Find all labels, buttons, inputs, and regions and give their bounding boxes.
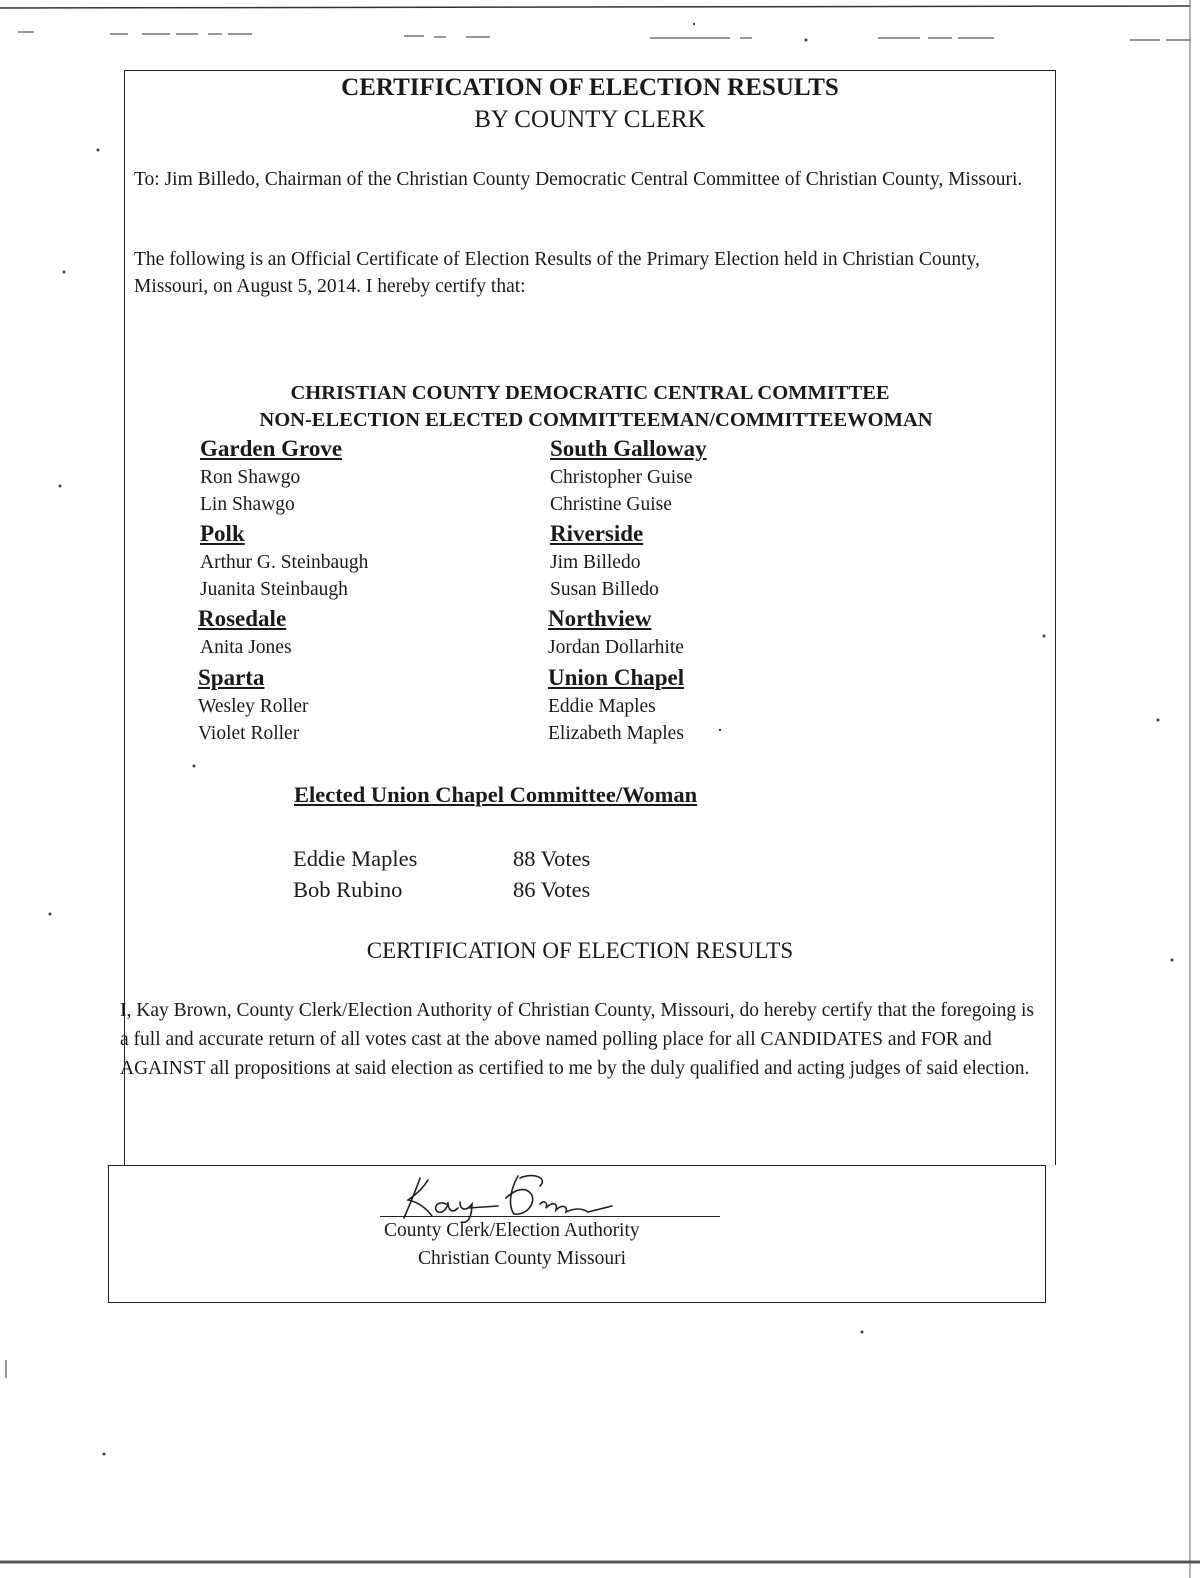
result-candidate-name: Bob Rubino xyxy=(293,877,403,902)
document-title: CERTIFICATION OF ELECTION RESULTS xyxy=(341,74,839,101)
ward-heading: Sparta xyxy=(198,665,265,690)
ward-member: Christine Guise xyxy=(550,494,672,515)
ward-heading: Garden Grove xyxy=(200,436,343,461)
committee-subheading: NON-ELECTION ELECTED COMMITTEEMAN/COMMITTEEWOMAN xyxy=(259,409,933,431)
signature-line xyxy=(380,1216,720,1217)
ward-heading: South Galloway xyxy=(550,436,707,461)
committee-heading: CHRISTIAN COUNTY DEMOCRATIC CENTRAL COMMITTEE xyxy=(290,382,890,404)
ward-member: Violet Roller xyxy=(198,723,300,744)
ward-member: Elizabeth Maples xyxy=(548,723,684,744)
ward-heading: Riverside xyxy=(550,521,644,546)
signer-title: County Clerk/Election Authority xyxy=(384,1220,640,1241)
signer-county: Christian County Missouri xyxy=(418,1248,627,1269)
ward-member: Wesley Roller xyxy=(198,696,309,717)
ward-member: Eddie Maples xyxy=(548,696,656,717)
ward-heading: Northview xyxy=(548,606,652,631)
result-vote-count: 88 Votes xyxy=(513,846,591,871)
addressee: To: Jim Billedo, Chairman of the Christian County Democratic Central Committee of Christian County, Missouri. xyxy=(134,169,1023,190)
ward-heading: Union Chapel xyxy=(548,665,685,690)
elected-heading: Elected Union Chapel Committee/Woman xyxy=(294,782,698,807)
ward-heading: Rosedale xyxy=(198,606,287,631)
ward-member: Juanita Steinbaugh xyxy=(200,579,348,600)
intro-paragraph: The following is an Official Certificate of Election Results of the Primary Election held in Christian County, Missouri, on August 5, 2014. I hereby certify that: xyxy=(134,249,980,297)
ward-member: Jordan Dollarhite xyxy=(548,637,684,658)
ward-member: Jim Billedo xyxy=(550,552,641,573)
ward-member: Lin Shawgo xyxy=(200,494,295,515)
ward-member: Arthur G. Steinbaugh xyxy=(200,552,369,573)
result-vote-count: 86 Votes xyxy=(513,877,591,902)
certification-statement: I, Kay Brown, County Clerk/Election Authority of Christian County, Missouri, do hereby certify that the foregoing is a full and accurate return of all votes cast at the above named polling place for all CANDIDATES and FOR and AGAINST all propositions at said election as certified to me by the duly qualified and acting judges of said election. xyxy=(120,1000,1035,1079)
document-subtitle: BY COUNTY CLERK xyxy=(474,106,706,133)
ward-member: Christopher Guise xyxy=(550,467,693,488)
ward-member: Ron Shawgo xyxy=(200,467,301,488)
ward-heading: Polk xyxy=(200,521,245,546)
ward-member: Anita Jones xyxy=(200,637,292,658)
certification-heading: CERTIFICATION OF ELECTION RESULTS xyxy=(366,938,794,963)
ward-member: Susan Billedo xyxy=(550,579,659,600)
result-candidate-name: Eddie Maples xyxy=(293,846,418,871)
